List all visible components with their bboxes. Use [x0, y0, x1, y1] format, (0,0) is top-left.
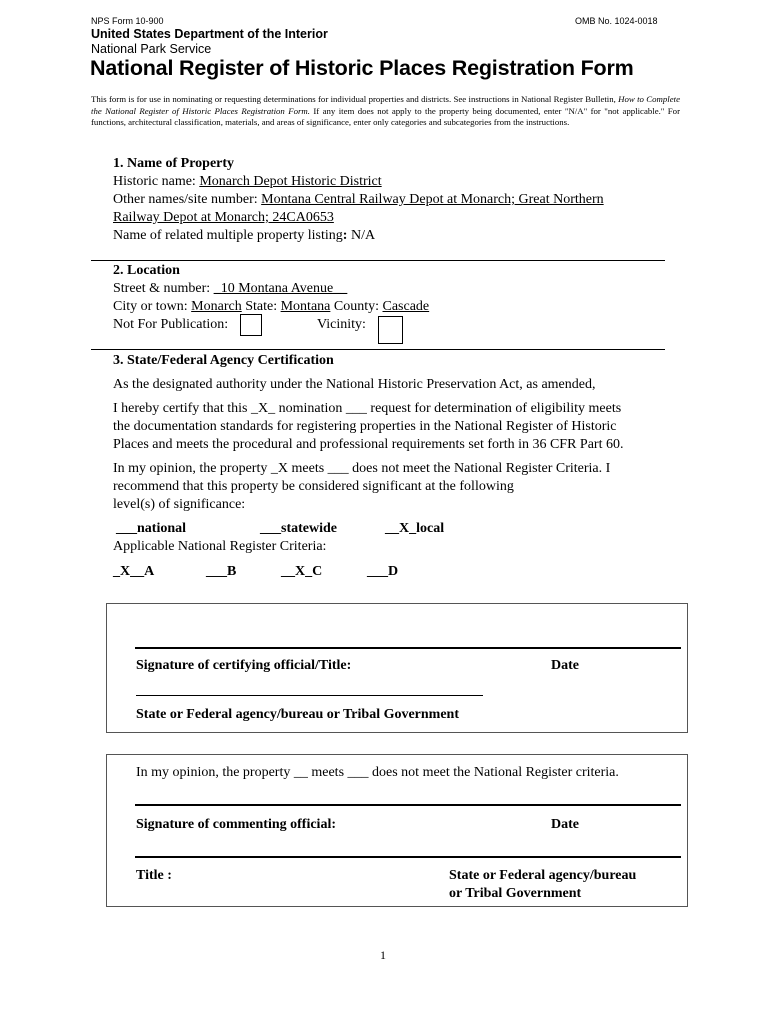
- certifying-signature-label: Signature of certifying official/Title:: [136, 658, 352, 673]
- related-listing-row: Name of related multiple property listing: N/A: [113, 228, 376, 243]
- section1-heading: 1. Name of Property: [113, 156, 235, 171]
- certifying-agency-label: State or Federal agency/bureau or Tribal Government: [136, 707, 460, 722]
- section-name-of-property: [113, 155, 673, 245]
- agency-line[interactable]: [136, 695, 483, 696]
- other-names-value: Montana Central Railway Depot at Monarch; Great Northern: [261, 192, 604, 207]
- certifying-signature-line[interactable]: [135, 647, 681, 649]
- form-title: National Register of Historic Places Registration Form: [90, 56, 634, 80]
- criteria-d: ___D: [367, 564, 399, 579]
- section1-divider: [91, 260, 665, 261]
- criteria-label: Applicable National Register Criteria:: [113, 539, 327, 554]
- section3-heading: 3. State/Federal Agency Certification: [113, 353, 334, 368]
- street-value: _10 Montana Avenue__: [213, 281, 348, 296]
- county-value: Cascade: [382, 299, 430, 314]
- other-names-row: Other names/site number: Montana Central Railway Depot at Monarch; Great Northern: [113, 192, 604, 207]
- page-number: 1: [380, 948, 386, 962]
- authority-text: As the designated authority under the National Historic Preservation Act, as amended,: [113, 377, 596, 392]
- city-value: Monarch: [191, 299, 242, 314]
- intro-paragraph: This form is for use in nominating or requesting determinations for individual properties and districts. See instructions in National Register Bulletin, How to Complete the National Register of Historic Places Registration Form. If any item does not apply to the property being documented, enter "N/A" for "not applicable." For functions, architectural classification, materials, and areas of significance, enter only categories and subcategories from the instructions.: [91, 94, 680, 127]
- commenting-opinion-text: In my opinion, the property __ meets ___ does not meet the National Register criteria.: [136, 765, 619, 780]
- section2-heading: 2. Location: [113, 263, 180, 278]
- commenting-agency-label: State or Federal agency/bureau or Tribal Government: [449, 868, 637, 901]
- meets-mark: _X: [270, 461, 288, 476]
- commenting-signature-label: Signature of commenting official:: [136, 817, 336, 832]
- state-value: Montana: [280, 299, 331, 314]
- level-national: ___national: [116, 521, 187, 536]
- certifying-date-label: Date: [551, 658, 579, 673]
- historic-name-value: Monarch Depot Historic District: [199, 174, 382, 189]
- not-for-publication-checkbox[interactable]: [240, 314, 262, 336]
- commenting-date-label: Date: [551, 817, 579, 832]
- vicinity-checkbox[interactable]: [378, 316, 403, 344]
- criteria-b: ___B: [206, 564, 237, 579]
- street-row: Street & number: _10 Montana Avenue__: [113, 281, 348, 296]
- commenting-title-label: Title :: [136, 868, 172, 883]
- form-number: NPS Form 10-900: [91, 16, 164, 26]
- level-statewide: ___statewide: [260, 521, 337, 536]
- other-names-row-2: Railway Depot at Monarch; 24CA0653: [113, 210, 334, 225]
- certify-paragraph: I hereby certify that this _X_ nomination ___ request for determination of eligibility meets the documentation standards for registering properties in the National Register of Historic Places and meets the procedural and professional requirements set forth in 36 CFR Part 60.: [113, 401, 624, 452]
- vicinity-label: Vicinity:: [317, 317, 366, 332]
- historic-name-row: Historic name: Monarch Depot Historic District: [113, 174, 382, 189]
- omb-number: OMB No. 1024-0018: [575, 16, 658, 26]
- criteria-c: __X_C: [281, 564, 323, 579]
- related-listing-value: N/A: [347, 228, 376, 243]
- level-local: __X_local: [385, 521, 445, 536]
- service-name: National Park Service: [91, 42, 212, 56]
- not-for-publication-label: Not For Publication:: [113, 317, 229, 332]
- commenting-title-line[interactable]: [135, 856, 681, 858]
- nomination-mark: _X_: [251, 401, 276, 416]
- opinion-paragraph: In my opinion, the property _X meets ___ does not meet the National Register Criteria. I recommend that this property be considered significant at the following level(s) of significance:: [113, 461, 611, 512]
- criteria-a: _X__A: [113, 564, 155, 579]
- section2-divider: [91, 349, 665, 350]
- department-name: United States Department of the Interior: [91, 27, 328, 41]
- commenting-signature-line[interactable]: [135, 804, 681, 806]
- city-state-county-row: City or town: Monarch State: Montana County: Cascade: [113, 299, 430, 314]
